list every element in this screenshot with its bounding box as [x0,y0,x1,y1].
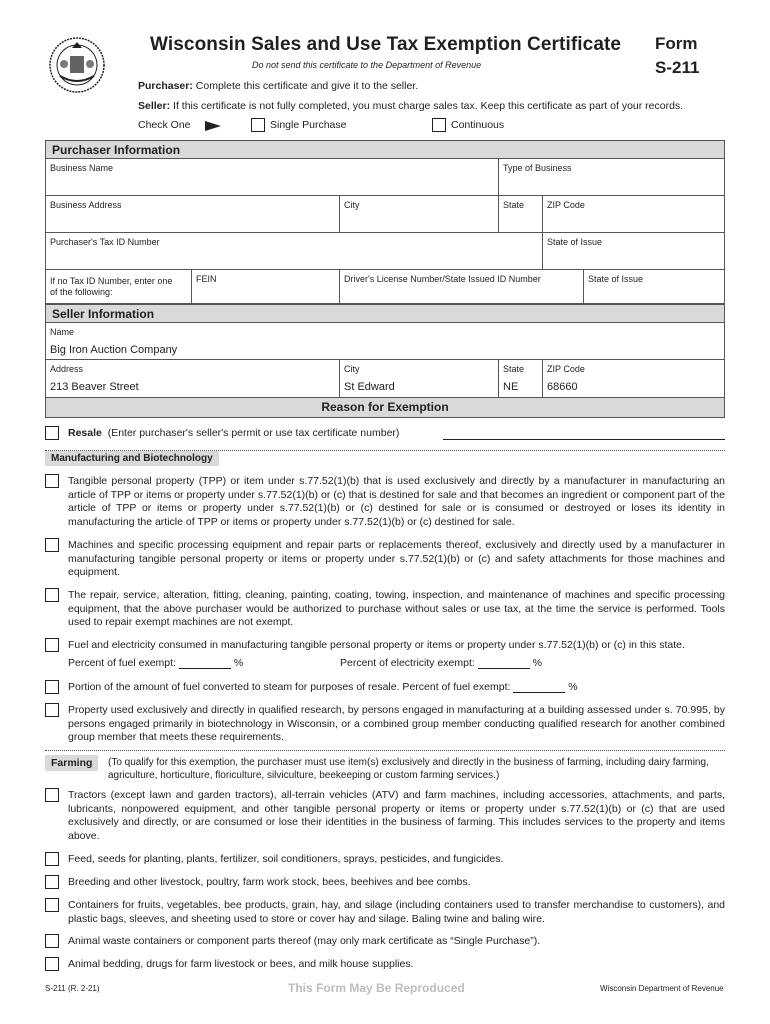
mfg-machines-checkbox[interactable] [45,538,59,552]
mfg-fuel-checkbox[interactable] [45,638,59,652]
tax-id-field[interactable]: Purchaser's Tax ID Number [46,233,543,270]
resale-label: Resale (Enter purchaser's seller's permit or use tax certificate number) [68,427,400,439]
seller-heading: Seller Information [46,304,724,323]
purchaser-zip-field[interactable]: ZIP Code [543,196,725,233]
business-name-field[interactable]: Business Name [46,159,499,196]
farm-containers-text: Containers for fruits, vegetables, bee products, grain, hay, and silage (including containers used to transfer merchandise to customers), and plastic bags, sleeves, and sheeting used to store or cover hay and silage. Baling twine and baling wire. [68,899,725,925]
state-seal-icon [48,30,106,100]
form-subtitle: Do not send this certificate to the Department of Revenue [252,60,482,70]
manufacturing-heading: Manufacturing and Biotechnology [45,451,219,466]
seller-instruction: Seller: If this certificate is not fully completed, you must charge sales tax. Keep this certificate as part of your records. [138,100,684,112]
farm-tractors-text: Tractors (except lawn and garden tractors), all-terrain vehicles (ATV) and farm machines, including accessories, attachments, and parts, lubricants, nonpowered equipment, and other tangible personal property or items or property under s.77.52(1)(b) or (c) that are used exclusively and directly, or are consumed or lose their identities in the business of farming. This includes services to the property and items above. [68,789,725,842]
mfg-tpp-checkbox[interactable] [45,474,59,488]
seller-address-value: 213 Beaver Street [50,381,139,393]
seller-state-value: NE [503,381,519,393]
footer-reproduced-note: This Form May Be Reproduced [288,981,465,995]
license-state-field[interactable]: State of Issue [588,274,644,284]
mfg-research-text: Property used exclusively and directly in qualified research, by persons engaged in manufacturing at a building assessed under s. 70.995, by persons engaged primarily in biotechnology in Wisconsin, or a combined group member conducting qualified research for another combined group member that meets these requirements. [68,704,725,743]
single-purchase-label: Single Purchase [270,119,347,131]
business-address-field[interactable]: Business Address [46,196,340,233]
seller-state-field[interactable]: State NE [499,360,543,397]
fein-field[interactable]: FEIN [192,270,340,304]
mfg-machines-text: Machines and specific processing equipment and repair parts or replacements thereof, exclusively and directly used by a manufacturer in manufacturing tangible personal property or items or property under s.77.52(1)(b) or (c) and safety attachments for those machines and equipment. [68,539,725,578]
farm-tractors-checkbox[interactable] [45,788,59,802]
seller-section [45,304,725,398]
resale-checkbox[interactable] [45,426,59,440]
reason-heading: Reason for Exemption [45,398,725,418]
farming-intro: (To qualify for this exemption, the purchaser must use item(s) exclusively and directly in the business of farming, including dairy farming, agriculture, horticulture, floriculture, silviculture, beekeeping or custom farming services.) [108,757,709,781]
purchaser-city-field[interactable]: City [340,196,499,233]
resale-permit-input[interactable] [443,439,725,440]
mfg-repair-text: The repair, service, alteration, fitting, cleaning, painting, coating, towing, inspection, and maintenance of machines and specific processing equipment, that the above purchaser would be authorized to purchase without sales or use tax, at the time the service is performed. Tools used to repair exempt machines are not exempt. [68,589,725,628]
mfg-steam-checkbox[interactable] [45,680,59,694]
purchaser-heading: Purchaser Information [46,141,724,159]
fuel-percent-row: Percent of fuel exempt: % [68,657,244,669]
arrow-right-icon [205,121,221,131]
footer-form-id: S-211 (R. 2-21) [45,984,100,993]
mfg-repair-checkbox[interactable] [45,588,59,602]
seller-city-field[interactable]: City St Edward [340,360,499,397]
farm-bedding-text: Animal bedding, drugs for farm livestock or bees, and milk house supplies. [68,958,414,970]
form-number: S-211 [655,58,700,77]
mfg-tpp-text: Tangible personal property (TPP) or item under s.77.52(1)(b) that is used exclusively and directly by a manufacturer in manufacturing an article of TPP or items or property under s.77.52(1)(b) or (c) that is destined for sale and that becomes an ingredient or component part of the article of TPP or items or property under s.77.52(1)(b) or (c) destined for sale or is consumed or destroyed or loses its identity in manufacturing the article of TPP or items or property under s.77.52(1)(b) or (c) destined for sale. [68,475,725,528]
farm-bedding-checkbox[interactable] [45,957,59,971]
continuous-label: Continuous [451,119,505,131]
purchaser-section [45,140,725,304]
seller-name-field[interactable]: Name Big Iron Auction Company [46,323,725,360]
electricity-percent-input[interactable] [478,659,530,669]
form-title: Wisconsin Sales and Use Tax Exemption Certificate [150,34,622,55]
purchaser-instruction: Purchaser: Complete this certificate and give it to the seller. [138,80,419,92]
steam-percent-input[interactable] [513,683,565,693]
seller-city-value: St Edward [344,381,395,393]
seller-address-field[interactable]: Address 213 Beaver Street [46,360,340,397]
farm-waste-checkbox[interactable] [45,934,59,948]
tax-id-state-field[interactable]: State of Issue [543,233,725,270]
type-of-business-field[interactable]: Type of Business [499,159,725,196]
farm-feed-checkbox[interactable] [45,852,59,866]
farming-divider [45,750,725,751]
seller-name-value: Big Iron Auction Company [50,344,178,356]
footer-department: Wisconsin Department of Revenue [600,984,724,993]
farm-feed-text: Feed, seeds for planting, plants, fertilizer, soil conditioners, sprays, pesticides, and fungicides. [68,853,504,865]
farm-livestock-text: Breeding and other livestock, poultry, farm work stock, bees, beehives and bee combs. [68,876,471,888]
electricity-percent-row: Percent of electricity exempt: % [340,657,542,669]
form-label: Form [655,34,698,53]
purchaser-state-field[interactable]: State [499,196,543,233]
farming-heading: Farming [45,755,98,771]
farm-containers-checkbox[interactable] [45,898,59,912]
mfg-steam-text: Portion of the amount of fuel converted to steam for purposes of resale. Percent of fuel exempt: % [68,681,578,693]
mfg-research-checkbox[interactable] [45,703,59,717]
drivers-license-field[interactable]: Driver's License Number/State Issued ID Number [340,270,584,304]
check-one-label: Check One [138,119,191,131]
no-tax-id-label: If no Tax ID Number, enter one of the following: [46,270,192,304]
seller-zip-field[interactable]: ZIP Code 68660 [547,364,585,393]
fuel-percent-input[interactable] [179,659,231,669]
continuous-checkbox[interactable] [432,118,446,132]
farm-livestock-checkbox[interactable] [45,875,59,889]
mfg-fuel-text: Fuel and electricity consumed in manufacturing tangible personal property or items or property under s.77.52(1)(b) or (c) in this state. [68,639,685,651]
single-purchase-checkbox[interactable] [251,118,265,132]
farm-waste-text: Animal waste containers or component parts thereof (may only mark certificate as “Single Purchase”). [68,935,541,947]
seller-zip-value: 68660 [547,381,578,393]
